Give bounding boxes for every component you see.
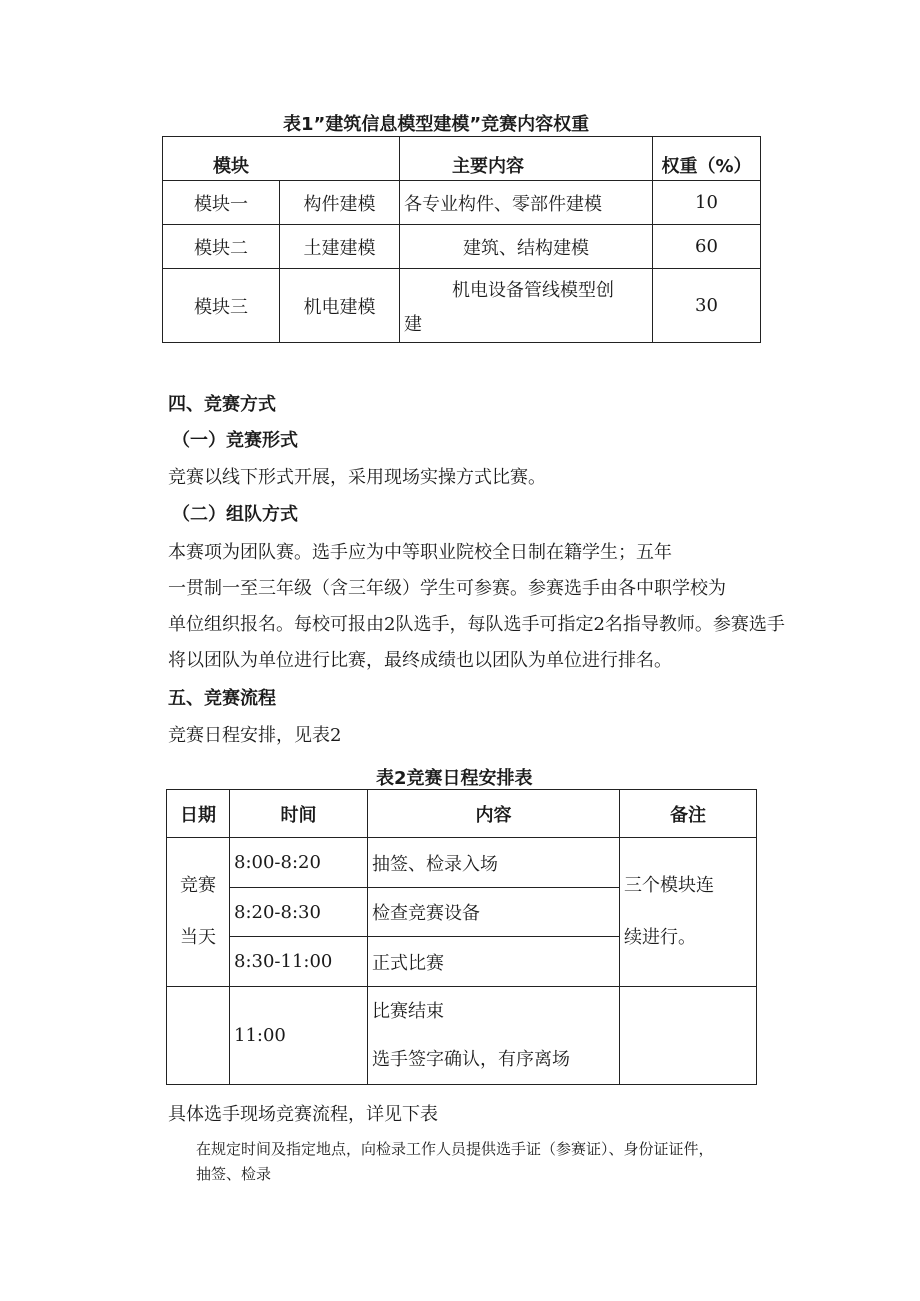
table2-note-line: 三个模块连 (624, 875, 714, 896)
section4-sub1-title: （一）竞赛形式 (172, 430, 298, 451)
table1-header-weight: 权重（%） (653, 137, 761, 181)
table-row (163, 225, 761, 269)
table1-cell-content: 建筑、结构建模 (400, 225, 653, 269)
table1-header-content: 主要内容 (400, 137, 653, 181)
table-row (167, 838, 757, 888)
table1-cell-name: 土建建模 (280, 225, 400, 269)
table1-cell-module: 模块三 (163, 269, 280, 343)
table2-content-line: 选手签字确认，有序离场 (372, 1048, 570, 1070)
table2-date-line: 竞赛 (180, 875, 216, 896)
table2-note-line: 续进行。 (624, 927, 696, 948)
table1 (162, 136, 761, 343)
table2-header-time: 时间 (230, 790, 368, 838)
table1-cell-weight: 10 (653, 181, 761, 225)
table-row (163, 181, 761, 225)
table2-caption: 表2竞赛日程安排表 (376, 768, 533, 789)
section4-para-line: 本赛项为团队赛。选手应为中等职业院校全日制在籍学生；五年 (168, 542, 672, 563)
table2-header-content: 内容 (368, 790, 620, 838)
after-small-line: 在规定时间及指定地点，向检录工作人员提供选手证（参赛证）、身份证证件， (196, 1140, 714, 1158)
section4-para-line: 一贯制一至三年级（含三年级）学生可参赛。参赛选手由各中职学校为 (168, 578, 726, 599)
table1-cell-module: 模块二 (163, 225, 280, 269)
table1-cell-content (400, 269, 653, 343)
section5-title: 五、竞赛流程 (168, 688, 276, 709)
table-row (167, 987, 757, 1085)
table1-header-module: 模块 (163, 137, 400, 181)
table2-cell-date (167, 838, 230, 987)
section4-para-line: 单位组织报名。每校可报由2队选手，每队选手可指定2名指导教师。参赛选手 (168, 614, 785, 635)
table1-cell-module: 模块一 (163, 181, 280, 225)
table2-header-note: 备注 (620, 790, 757, 838)
table1-cell-weight: 60 (653, 225, 761, 269)
table2-date-line: 当天 (180, 927, 216, 948)
table2-cell-time: 8:30-11:00 (230, 937, 368, 987)
table2-cell-date-empty (167, 987, 230, 1085)
table2 (166, 789, 757, 1085)
section4-sub1-text: 竞赛以线下形式开展，采用现场实操方式比赛。 (168, 467, 546, 488)
table2-content-line: 比赛结束 (372, 1000, 444, 1022)
table1-cell-weight: 30 (653, 269, 761, 343)
after-small-line: 抽签、检录 (196, 1165, 272, 1183)
table2-cell-content: 抽签、检录入场 (368, 838, 620, 888)
table1-caption: 表1”建筑信息模型建模”竞赛内容权重 (283, 114, 590, 135)
table1-content-line: 机电设备管线模型创 (452, 279, 614, 301)
table2-cell-note-empty (620, 987, 757, 1085)
section4-para-line: 将以团队为单位进行比赛，最终成绩也以团队为单位进行排名。 (168, 650, 672, 671)
table2-cell-time: 11:00 (230, 987, 368, 1085)
table-row (163, 269, 761, 343)
section5-intro: 竞赛日程安排，见表2 (168, 725, 342, 746)
table2-cell-time: 8:00-8:20 (230, 838, 368, 888)
table2-header-row (167, 790, 757, 838)
after-line: 具体选手现场竞赛流程，详见下表 (168, 1104, 438, 1125)
table1-content-line: 建 (404, 313, 422, 335)
table2-cell-content: 检查竞赛设备 (368, 888, 620, 937)
table1-cell-name: 机电建模 (280, 269, 400, 343)
table2-cell-time: 8:20-8:30 (230, 888, 368, 937)
table1-header-row (163, 137, 761, 181)
table2-cell-note (620, 838, 757, 987)
table1-cell-content: 各专业构件、零部件建模 (400, 181, 653, 225)
section4-sub2-title: （二）组队方式 (172, 504, 298, 525)
table2-header-date: 日期 (167, 790, 230, 838)
table2-cell-content (368, 987, 620, 1085)
section4-title: 四、竞赛方式 (168, 394, 276, 415)
table2-cell-content: 正式比赛 (368, 937, 620, 987)
table1-cell-name: 构件建模 (280, 181, 400, 225)
